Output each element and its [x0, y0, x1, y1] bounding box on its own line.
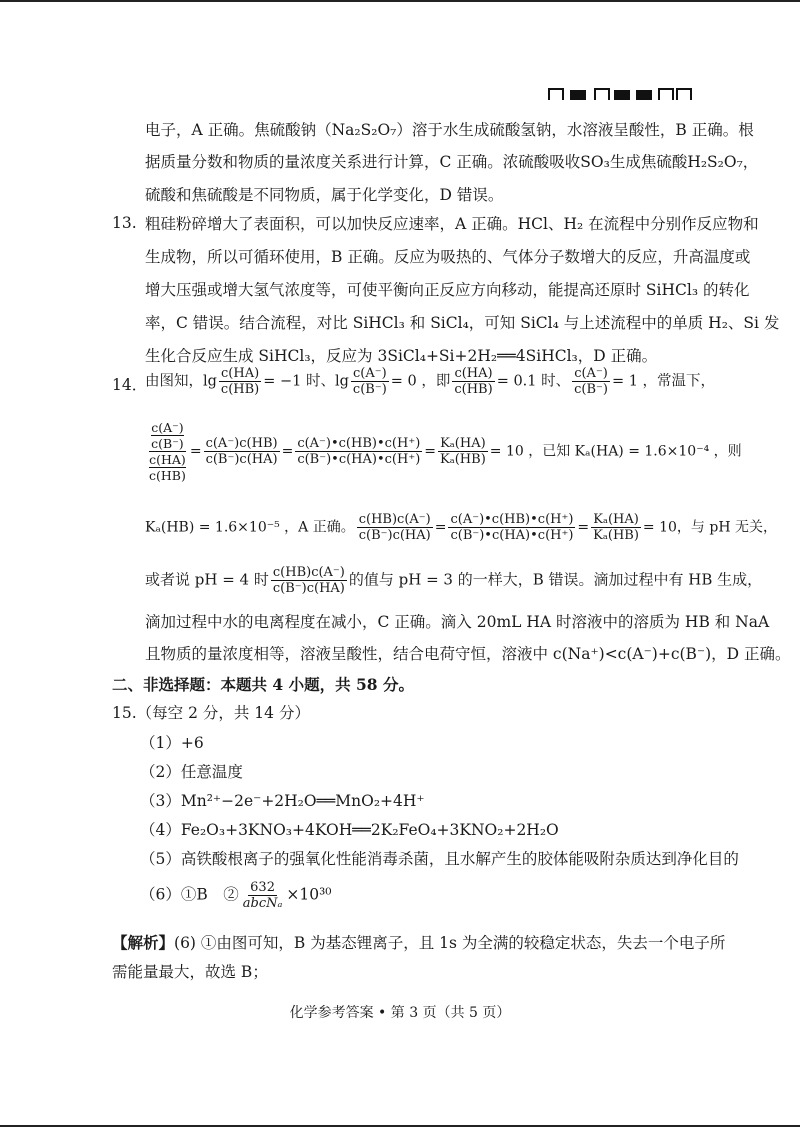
mark-fill-1: [570, 90, 586, 100]
analysis-label: 【解析】: [112, 933, 175, 952]
q13-line1: 粗硅粉碎增大了表面积，可以加快反应速率，A 正确。HCl、H₂ 在流程中分别作反应物和: [145, 215, 759, 233]
q15-answer3: （3）Mn²⁺−2e⁻+2H₂O══MnO₂+4H⁺: [140, 792, 425, 810]
frac-numerator: Kₐ(HA): [440, 436, 486, 451]
q14-l3-frac1: [357, 512, 433, 543]
q14-l2-bigfrac: [147, 420, 188, 483]
frac-numerator: c(HA): [454, 366, 493, 381]
q13-line3: 增大压强或增大氢气浓度等，可使平衡向正反应方向移动，能提高还原时 SiHCl₃ 的转化: [145, 281, 750, 299]
mark-fill-2: [614, 90, 630, 100]
q13-line4: 率，C 错误。结合流程，对比 SiHCl₃ 和 SiCl₄，可知 SiCl₄ 与上述流程中的单质 H₂、Si 发: [145, 314, 780, 332]
page-footer: 化学参考答案 • 第 3 页（共 5 页）: [289, 1005, 511, 1021]
q14-line2: $\frac{\frac{c(A^-)}{c(B^-)}}{\frac{c(HA)}{c(HB)}}$ = $\frac{c(A^-)c(HB)}{c(B^-)c(HA)}$ = $\frac{c(A^-)•c(HB)•c(H^+)}{c(B^-)•c(HA)•c(H^+)}$ = $\frac{\text{Kₐ(HA)}}{\text{Kₐ(HB)}}$ = 10 ，已知 Kₐ(HA) = 1.6×10⁻⁴ ，则: [149, 420, 742, 483]
frac-denominator: Kₐ(HB): [440, 452, 486, 467]
q14-l3-frac3: [591, 512, 641, 543]
q14-line1: [145, 366, 715, 397]
q15-title: 15.（每空 2 分，共 14 分）: [112, 704, 310, 722]
top-border: [0, 0, 800, 2]
q14-l4-a: 或者说 pH = 4 时: [145, 570, 269, 589]
q14-line4: [145, 565, 762, 596]
q14-l1-e: = 1 ，常温下，: [611, 373, 716, 390]
q14-l4-frac: [271, 565, 347, 596]
mark-fill-3: [636, 90, 652, 100]
bigfrac-top: [149, 420, 186, 452]
frac-numerator: c(A⁻): [353, 366, 387, 381]
mark-open-3: [658, 88, 674, 100]
q14-number: 14．: [112, 376, 148, 394]
q14-line3: Kₐ(HB) = 1.6×10⁻⁵ ，A 正确。 $\frac{c(HB)c(A^-)}{c(B^-)c(HA)}$ = $\frac{c(A^-)•c(HB)•c(H^+)}{c(B^-)•c(HA)•c(H^+)}$ = $\frac{\text{Kₐ(HA)}}{\text{Kₐ(HB)}}$ = 10，与 pH 无关，: [145, 512, 777, 543]
q14-l2-frac1: [204, 436, 280, 467]
q15-a6-frac: [241, 880, 285, 911]
q15-answer1: （1）+6: [140, 734, 204, 752]
analysis-text1: (6) ①由图可知，B 为基态锂离子，且 1s 为全满的较稳定状态，失去一个电子所: [174, 934, 726, 952]
q14-l1-frac3: [452, 366, 494, 397]
bigfrac-top-num: c(A⁻): [151, 420, 184, 435]
section2-heading: 二、非选择题：本题共 4 小题，共 58 分。: [112, 675, 414, 694]
frac-numerator: c(A⁻)•c(HB)•c(H⁺): [297, 436, 421, 451]
q15-analysis-line1: [112, 933, 725, 953]
frac-denominator: c(B⁻)•c(HA)•c(H⁺): [450, 528, 574, 543]
mark-open-4: [676, 88, 692, 100]
frac-numerator: c(HB)c(A⁻): [272, 565, 345, 580]
q14-l1-frac1: [219, 366, 261, 397]
q14-l2-frac3: [438, 436, 488, 467]
bigfrac-bottom-num: c(HA): [149, 452, 186, 467]
q14-l3-frac2: [448, 512, 575, 543]
frac-numerator: c(A⁻)•c(HB)•c(H⁺): [450, 512, 574, 527]
q14-l1-b: = −1 时、lg: [263, 373, 349, 390]
q15-a6-b: ×10³⁰: [286, 885, 332, 904]
q15-answer5: （5）高铁酸根离子的强氧化性能消毒杀菌，且水解产生的胶体能吸附杂质达到净化目的: [140, 850, 739, 868]
q14-l2-frac2: [295, 436, 422, 467]
q13-number: 13.: [112, 214, 137, 232]
bigfrac-top-den: c(B⁻): [151, 436, 184, 451]
q12-line3: 硫酸和焦硫酸是不同物质，属于化学变化，D 错误。: [145, 186, 504, 204]
q14-l1-c: = 0 ，即: [390, 373, 451, 390]
mark-open-2: [594, 88, 610, 100]
bigfrac-bottom-den: c(HB): [149, 468, 186, 483]
page-marks: [548, 88, 688, 104]
q12-line2: 据质量分数和物质的量浓度关系进行计算，C 正确。浓硫酸吸收SO₃生成焦硫酸H₂S₂O₇，: [145, 153, 759, 171]
mark-open-1: [548, 88, 564, 100]
q15-analysis-line2: 需能量最大，故选 B；: [112, 963, 268, 981]
q12-line1: 电子，A 正确。焦硫酸钠（Na₂S₂O₇）溶于水生成硫酸氢钠，水溶液呈酸性，B 正确。根: [145, 121, 754, 139]
q14-line6: 且物质的量浓度相等，溶液呈酸性，结合电荷守恒，溶液中 c(Na⁺)<c(A⁻)+c(B⁻)，D 正确。: [145, 645, 791, 663]
q14-l1-a: 由图知，lg: [145, 373, 217, 390]
frac-numerator: c(A⁻)c(HB): [205, 436, 278, 451]
frac-numerator: c(HB)c(A⁻): [358, 512, 431, 527]
frac-denominator: c(HB): [454, 382, 493, 397]
q14-l3-tail: = 10，与 pH 无关，: [642, 519, 777, 536]
bigfrac-bottom: [147, 452, 188, 483]
frac-denominator: c(HB): [220, 382, 260, 397]
bottom-border: [0, 1125, 800, 1127]
q14-l1-d: = 0.1 时、: [496, 373, 571, 390]
frac-denominator: abcNₐ: [242, 896, 283, 911]
frac-denominator: Kₐ(HB): [593, 528, 639, 543]
q15-answer2: （2）任意温度: [140, 763, 243, 781]
frac-numerator: c(HA): [221, 366, 260, 381]
q14-l1-frac4: [572, 366, 610, 397]
q14-l2-tail: = 10 ，已知 Kₐ(HA) = 1.6×10⁻⁴ ，则: [489, 443, 742, 460]
q14-l1-frac2: [351, 366, 389, 397]
frac-denominator: c(B⁻)c(HA): [272, 581, 345, 596]
frac-numerator: 632: [250, 880, 275, 895]
q13-line5: 生化合反应生成 SiHCl₃，反应为 3SiCl₄+Si+2H₂══4SiHCl₃，D 正确。: [145, 347, 658, 365]
frac-denominator: c(B⁻)c(HA): [205, 452, 278, 467]
q15-answer4: （4）Fe₂O₃+3KNO₃+4KOH══2K₂FeO₄+3KNO₂+2H₂O: [140, 821, 559, 839]
frac-denominator: c(B⁻)•c(HA)•c(H⁺): [297, 452, 421, 467]
q14-line5: 滴加过程中水的电离程度在减小，C 正确。滴入 20mL HA 时溶液中的溶质为 HB 和 NaA: [145, 613, 770, 631]
q15-answer6: [140, 880, 332, 911]
frac-numerator: c(A⁻): [574, 366, 608, 381]
q14-l3-a: Kₐ(HB) = 1.6×10⁻⁵ ，A 正确。: [145, 519, 355, 536]
q15-a6-a: （6）①B ②: [140, 885, 239, 904]
q13-line2: 生成物，所以可循环使用，B 正确。反应为吸热的、气体分子数增大的反应，升高温度或: [145, 248, 751, 266]
frac-numerator: Kₐ(HA): [593, 512, 639, 527]
frac-denominator: c(B⁻)c(HA): [358, 528, 431, 543]
frac-denominator: c(B⁻): [352, 382, 387, 397]
q14-l4-b: 的值与 pH = 3 的一样大，B 错误。滴加过程中有 HB 生成，: [348, 570, 763, 589]
frac-denominator: c(B⁻): [574, 382, 608, 397]
